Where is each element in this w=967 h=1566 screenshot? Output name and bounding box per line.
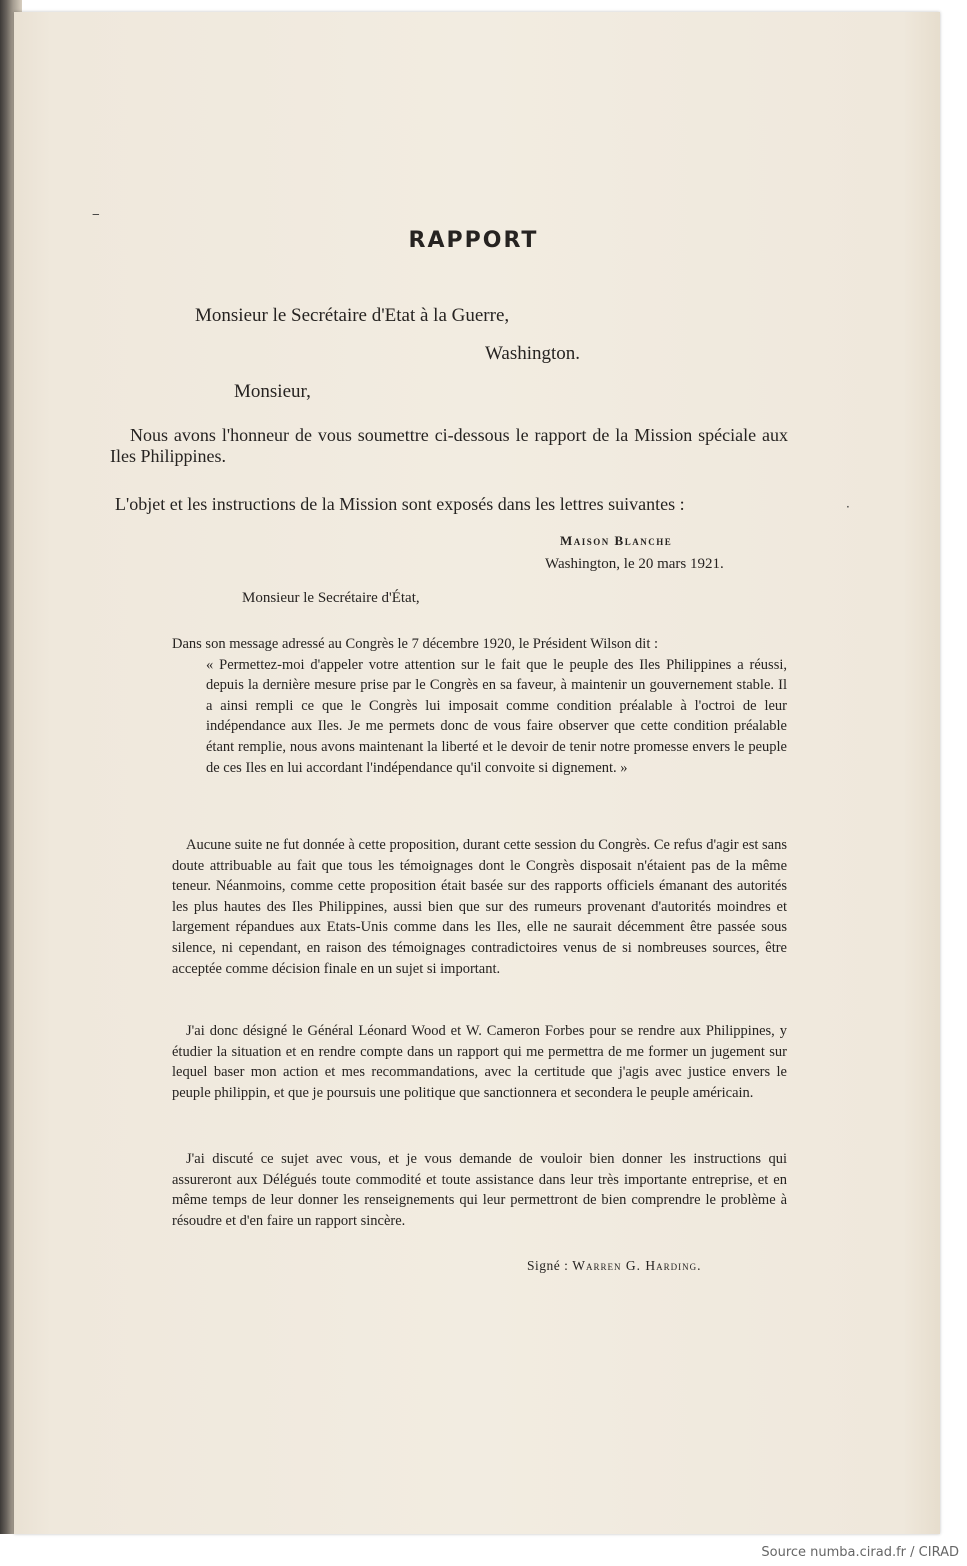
ink-mark: · — [846, 500, 850, 514]
signature — [527, 1258, 702, 1274]
signature-name: Warren G. Harding. — [572, 1258, 702, 1273]
address-line-city: Washington. — [485, 343, 581, 364]
letter-heading-sender: Maison Blanche — [560, 533, 673, 548]
letter-paragraph-2: Aucune suite ne fut donnée à cette proposition, durant cette session du Congrès. Ce refus d'agir est sans doute attribuable au fait que tous les témoignages dont le Congrès disposait n'étaient pas de la même teneur. Néanmoins, comme cette proposition était basée sur des rapports officiels émanant des autorités les plus hautes des Iles Philippines, aussi bien que sur des rumeurs provenant d'autorités moindres et largement répandues aux Etats-Unis comme dans les Iles, elle ne saurait décemment être passée sous silence, ni cependant, en raison des témoignages contradictoires venus de si nombreuses sources, être acceptée comme décision finale en un sujet si important. — [172, 837, 787, 977]
letter-paragraph-1 — [172, 634, 787, 778]
source-credit: Source numba.cirad.fr / CIRAD — [761, 1545, 959, 1560]
intro-paragraph: Nous avons l'honneur de vous soumettre ci-dessous le rapport de la Mission spéciale aux Iles Philippines. — [110, 425, 788, 466]
document-title: RAPPORT — [408, 228, 539, 253]
letter-paragraph-1-intro: Dans son message adressé au Congrès le 7 décembre 1920, le Président Wilson dit : — [172, 636, 658, 652]
letter-paragraph-4: J'ai discuté ce sujet avec vous, et je vous demande de vouloir bien donner les instructions qui assureront aux Délégués toute commodité et toute assistance dans leur très importante entreprise, et en même temps de leur donner les renseignements qui leur permettront de bien comprendre le problème à résoudre et d'en faire un rapport sincère. — [172, 1151, 787, 1229]
letter-paragraph-1-quote: « Permettez-moi d'appeler votre attention sur le fait que le peuple des Iles Philippines a réussi, depuis la dernière mesure prise par le Congrès en sa faveur, à maintenir un gouvernement stable. Il a ainsi rempli ce que le Congrès lui imposait comme condition préalable à l'octroi de leur indépendance aux Iles. Je me permets donc de vous faire observer que cette condition préalable étant remplie, nous avons maintenant la liberté et le devoir de tenir notre promesse envers le peuple de ces Iles en lui accordant l'indépendance qu'il convoite si dignement. » — [206, 656, 787, 776]
address-line-recipient: Monsieur le Secrétaire d'Etat à la Guerre, — [195, 305, 510, 326]
signature-prefix: Signé : — [527, 1258, 573, 1273]
letter-salutation: Monsieur le Secrétaire d'État, — [242, 590, 420, 606]
objective-paragraph: L'objet et les instructions de la Mission sont exposés dans les lettres suivantes : — [115, 494, 685, 514]
ink-mark: ‒ — [92, 207, 100, 221]
letter-paragraph-3: J'ai donc désigné le Général Léonard Wood et W. Cameron Forbes pour se rendre aux Philippines, y étudier la situation et en rendre compte dans un rapport qui me permettra de me former un jugement sur lequel baser mon action et mes recommandations, avec la certitude que j'agis avec justice envers le peuple philippin, et que je poursuis une politique que sanctionnera et secondera le peuple américain. — [172, 1023, 787, 1101]
letter-heading-date: Washington, le 20 mars 1921. — [545, 556, 724, 572]
greeting: Monsieur, — [234, 381, 311, 402]
